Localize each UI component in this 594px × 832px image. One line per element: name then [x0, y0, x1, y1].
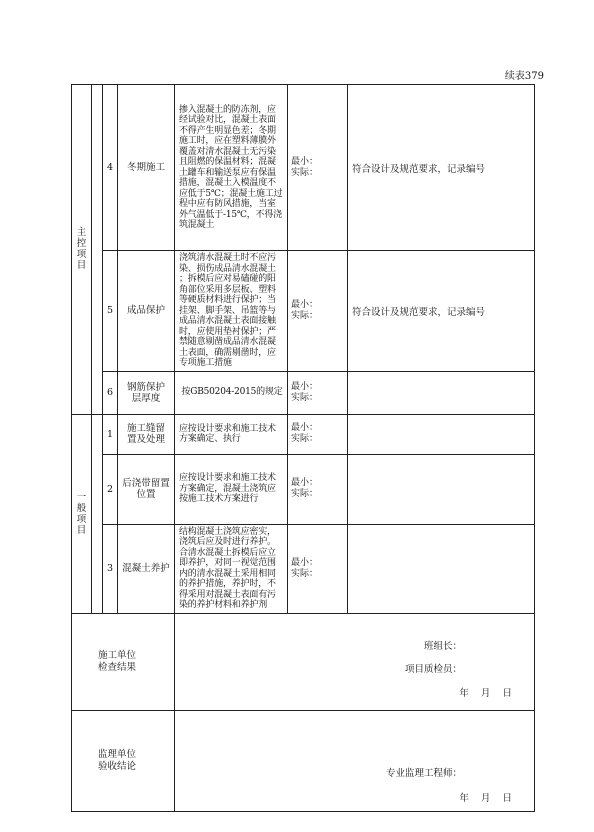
row-number: 2 — [103, 454, 118, 524]
construction-check-signature[interactable] — [175, 613, 535, 710]
item-name: 冬期施工 — [118, 85, 175, 251]
table-row — [72, 251, 535, 372]
row-number: 4 — [103, 85, 118, 251]
check-result[interactable] — [348, 371, 535, 414]
check-result[interactable] — [348, 524, 535, 613]
min-actual-label: 最小： 实际： — [288, 251, 348, 372]
check-result[interactable]: 符合设计及规范要求，记录编号 — [348, 251, 535, 372]
inspection-table — [71, 84, 535, 812]
item-name: 成品保护 — [118, 251, 175, 372]
table-row — [72, 414, 535, 454]
row-number: 5 — [103, 251, 118, 372]
row-number: 6 — [103, 371, 118, 414]
main-items-category: 主 控 项 目 — [72, 85, 92, 415]
supervision-engineer-label: 专业监理工程师： — [386, 767, 463, 779]
min-actual-label: 最小： 实际： — [288, 454, 348, 524]
spacer-cell — [92, 414, 103, 613]
min-actual-label: 最小： 实际： — [288, 524, 348, 613]
table-row — [72, 371, 535, 414]
check-result[interactable]: 符合设计及规范要求，记录编号 — [348, 85, 535, 251]
row-number: 3 — [103, 524, 118, 613]
requirement-text: 按GB50204-2015的规定 — [175, 371, 288, 414]
construction-check-label: 施工单位 检查结果 — [72, 613, 175, 710]
min-actual-label: 最小： 实际： — [288, 371, 348, 414]
spacer-cell — [92, 85, 103, 415]
table-row — [72, 85, 535, 251]
supervision-check-label: 监理单位 验收结论 — [72, 710, 175, 811]
table-row — [72, 454, 535, 524]
requirement-text: 结构混凝土浇筑应密实， 浇筑后应及时进行养护。 合清水混凝土拆模后应立 即养护，对同一视觉范围 内的清水混凝土采用相同 的养护措施，养护时，不 得采用对混凝土表面有污 染的养护材料和养护剂 — [175, 524, 288, 613]
table-row — [72, 613, 535, 710]
item-name: 混凝土养护 — [118, 524, 175, 613]
supervision-check-signature[interactable] — [175, 710, 535, 811]
requirement-text: 掺入混凝土的防冻剂，应 经试验对比，混凝土表面 不得产生明显色差；冬期 施工时，应在塑料薄膜外 覆盖对清水混凝土无污染 且阻燃的保温材料；混凝 土罐车和输送泵应有保温 措施，混凝土入模温度不 应低于5℃；混凝土施工过 程中应有防风措施，当室 外气温低于-15℃，不得浇 筑混凝土 — [175, 85, 288, 251]
supervision-date: 年 月 日 — [459, 792, 513, 804]
requirement-text: 应按设计要求和施工技术 方案确定、执行 — [175, 414, 288, 454]
requirement-text: 应按设计要求和施工技术 方案确定，混凝土浇筑应 按施工技术方案进行 — [175, 454, 288, 524]
construction-date: 年 月 日 — [459, 687, 513, 699]
check-result[interactable] — [348, 454, 535, 524]
check-result[interactable] — [348, 414, 535, 454]
team-leader-label: 班组长： — [424, 640, 463, 652]
min-actual-label: 最小： 实际： — [288, 85, 348, 251]
item-name: 钢筋保护 层厚度 — [118, 371, 175, 414]
item-name: 后浇带留置 位置 — [118, 454, 175, 524]
continuation-label: 续表379 — [504, 71, 544, 82]
table-row — [72, 524, 535, 613]
requirement-text: 浇筑清水混凝土时不应污 染、损伤成品清水混凝土 ；拆模后应对易磕碰的阳 角部位采用多层板、塑料 等硬质材料进行保护；当 挂架、脚手架、吊篮等与 成品清水混凝土表面接触 时，应使用垫衬保护；严 禁随意剔凿成品清水混凝 土表面，确需剔凿时，应 专项施工措施 — [175, 251, 288, 372]
table-row — [72, 710, 535, 811]
min-actual-label: 最小： 实际： — [288, 414, 348, 454]
general-items-category: 一 般 项 目 — [72, 414, 92, 613]
item-name: 施工缝留 置及处理 — [118, 414, 175, 454]
row-number: 1 — [103, 414, 118, 454]
quality-inspector-label: 项目质检员： — [405, 663, 463, 675]
